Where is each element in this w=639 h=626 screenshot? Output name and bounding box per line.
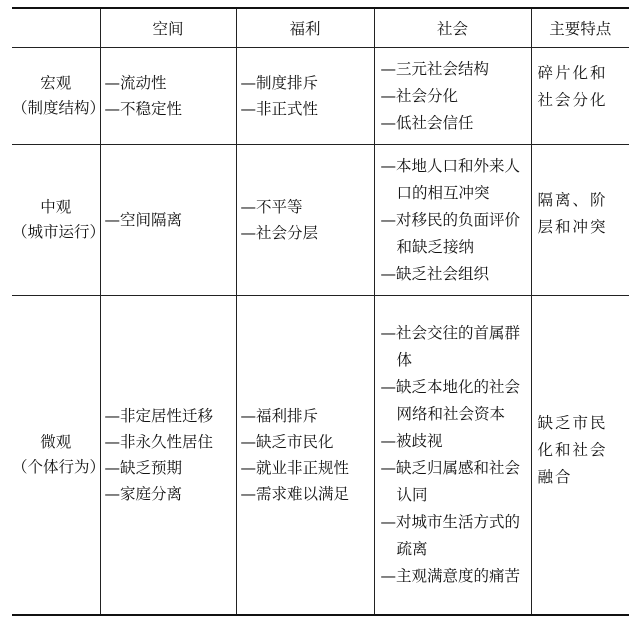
- feature-cell: [531, 48, 629, 145]
- list-item: —对城市生活方式的疏离: [380, 513, 521, 558]
- features-table: [12, 7, 629, 616]
- list-item: —本地人口和外来人口的相互冲突: [380, 156, 521, 202]
- list-item: —制度排斥: [240, 74, 319, 92]
- welfare-cell: [236, 48, 374, 145]
- feature-text: 碎片化和: [537, 64, 608, 82]
- welfare-cell: [236, 145, 374, 296]
- list-item: —福利排斥: [240, 407, 319, 425]
- table-row: [12, 48, 629, 145]
- list-item: —非永久性居住: [104, 433, 214, 451]
- list-item: —就业非正规性: [240, 459, 350, 477]
- feature-text: 层和冲突: [537, 218, 608, 236]
- feature-text: 化和社会: [537, 441, 608, 459]
- level-desc: （个体行为）: [12, 458, 106, 476]
- list-item: —需求难以满足: [240, 485, 350, 503]
- list-item: —空间隔离: [104, 211, 183, 229]
- list-item: —家庭分离: [104, 485, 183, 503]
- list-item: —社会交往的首属群体: [380, 324, 521, 369]
- level-cell: [12, 145, 106, 296]
- level-desc: （城市运行）: [12, 223, 106, 241]
- list-item: —不平等: [240, 198, 303, 216]
- list-item: —缺乏本地化的社会网络和社会资本: [380, 378, 521, 423]
- feature-text: 隔离、阶: [537, 191, 608, 209]
- society-cell: [374, 296, 531, 616]
- list-item: —不稳定性: [104, 100, 183, 118]
- table-row: [12, 296, 629, 616]
- list-item: —缺乏市民化: [240, 433, 334, 451]
- level-name: 中观: [40, 198, 72, 216]
- feature-cell: [531, 296, 629, 616]
- list-item: —对移民的负面评价和缺乏接纳: [380, 210, 521, 256]
- list-item: —缺乏预期: [104, 459, 183, 477]
- header-society: 社会: [374, 8, 531, 48]
- list-item: —流动性: [104, 74, 167, 92]
- list-item: —社会分化: [380, 86, 459, 105]
- list-item: —主观满意度的痛苦: [380, 567, 521, 585]
- header-feature: 主要特点: [531, 8, 629, 48]
- list-item: —三元社会结构: [380, 59, 490, 78]
- list-item: —低社会信任: [380, 113, 474, 132]
- list-item: —社会分层: [240, 224, 319, 242]
- level-name: 微观: [40, 433, 72, 451]
- space-cell: [100, 48, 236, 145]
- table-row: [12, 145, 629, 296]
- space-cell: [100, 296, 236, 616]
- header-level: [12, 8, 100, 48]
- header-space: 空间: [100, 8, 236, 48]
- feature-text: 缺乏市民: [537, 414, 608, 432]
- feature-text: 融合: [537, 468, 573, 486]
- header-row: [12, 8, 629, 48]
- society-cell: [374, 48, 531, 145]
- society-cell: [374, 145, 531, 296]
- list-item: —缺乏归属感和社会认同: [380, 459, 521, 504]
- level-desc: （制度结构）: [12, 99, 106, 117]
- level-cell: [12, 48, 106, 145]
- list-item: —非定居性迁移: [104, 407, 214, 425]
- list-item: —非正式性: [240, 100, 319, 118]
- list-item: —被歧视: [380, 432, 443, 450]
- header-welfare: 福利: [236, 8, 374, 48]
- feature-text: 社会分化: [537, 91, 608, 109]
- welfare-cell: [236, 296, 374, 616]
- feature-cell: [531, 145, 629, 296]
- level-name: 宏观: [40, 74, 72, 92]
- level-cell: [12, 296, 106, 616]
- list-item: —缺乏社会组织: [380, 264, 490, 283]
- space-cell: [100, 145, 236, 296]
